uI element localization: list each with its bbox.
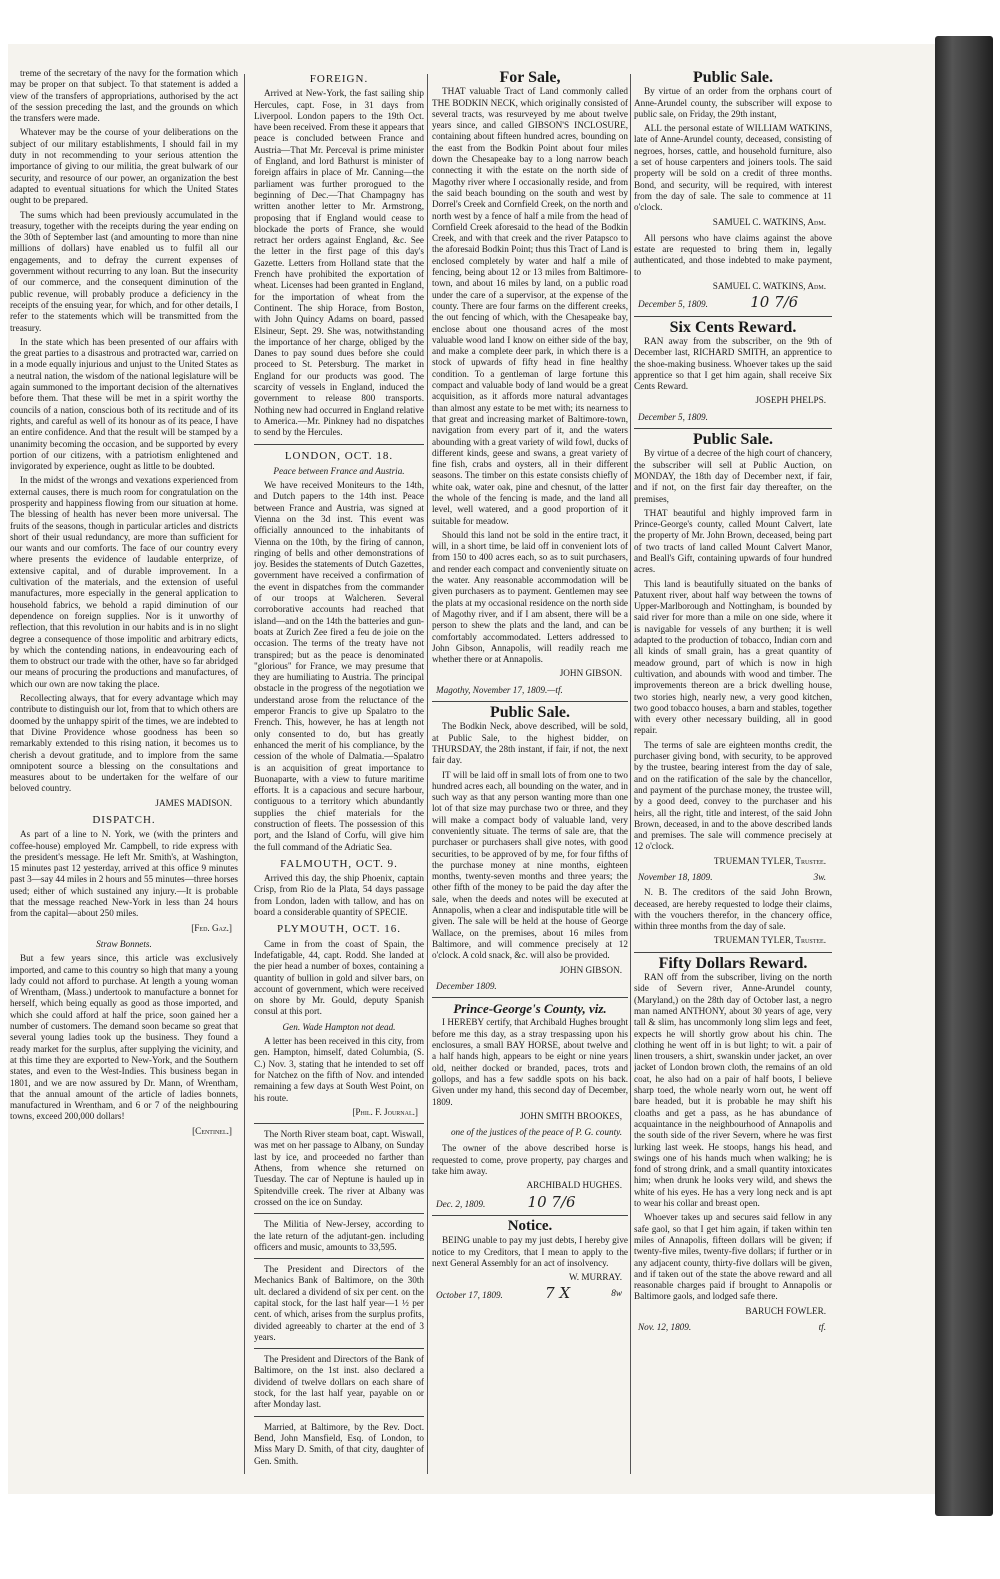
paragraph: Arrived at New-York, the fast sailing ship Hercules, capt. Fose, in 31 days from Liverpool. London papers to the 19th Oct. have been received. From these it appears that peace is concluded between France and Austria—That Mr. Perceval is prime minister of England, and lord Bathurst is minister of foreign affairs in place of Mr. Canning—the parliament was further prorogued to the beginning of Dec.—That Champagny has written another letter to Mr. Armstrong, proposing that if England would cease to blockade the ports of France, she would retract her orders against England, &c. See the letter in the first page of this day's Gazette. Letters from Holland state that the French have prohibited the exportation of wheat. Licenses had been granted in England, for the importation of wheat from the Continent. The ship Horace, from Boston, with John Quincy Adams on board, passed Elsineur, Sept. 29. She was, notwithstanding the importance of her charge, obliged by the Danes to pay sound dues before she could proceed to St. Petersburg. The market in England for our products was good. The scarcity of vessels in England, induced the government to release 800 transports. Nothing new had occurred in England relative to America.—Mr. Pinkney had no dispatches to send by the Hercules.	[254, 88, 424, 438]
paragraph: Came in from the coast of Spain, the Indefatigable, 44, capt. Rodd. She landed at the pier head a number of boxes, containing a quantity of bullion in gold and silver bars, on account of government, which were received on shore by Mr. Gould, deputy Spanish consul at this port.	[254, 938, 424, 1017]
divider	[254, 1258, 424, 1259]
fifty-dollars-tag: tf.	[818, 1321, 826, 1332]
paragraph: This land is beautifully situated on the banks of Patuxent river, about half way between the towns of Upper-Marlborough and Nottingham, is bounded by said river for more than a mile on one side, where it is navigable for vessels of any burthen; it is well adapted to the production of tobacco, Indian corn and all kinds of small grain, has a great quantity of meadow ground, part of which is now in high cultivation, and abounds with wood and timber. The improvements thereon are a brick dwelling house, two stories high, nearly new, a very good kitchen, two good tobacco houses, a barn and stables, together with every other necessary building, all in good repair.	[634, 578, 832, 736]
public-sale-body	[432, 721, 628, 961]
plymouth-body	[254, 939, 424, 1018]
notice-body	[432, 1235, 628, 1269]
river-body	[254, 1129, 424, 1208]
public-sale-1-date	[638, 293, 832, 312]
paragraph: The Militia of New-Jersey, according to the late return of the adjutant-gen. including officers and music, amounts to 33,595.	[254, 1219, 424, 1252]
paragraph: By virtue of an order from the orphans court of Anne-Arundel county, the subscriber will expose to public sale, on Friday, the 29th instant,	[634, 86, 832, 119]
fifty-dollars-date-text: Nov. 12, 1809.	[638, 1321, 692, 1332]
london-subheading: Peace between France and Austria.	[273, 465, 405, 476]
paragraph: Should this land not be sold in the entire tract, it will, in a short time, be laid off in convenient lots of from 150 to 400 acres each, so as to suit purchasers, and render each compact and conveniently situate on the water. Any reasonable accommodation will be given purchasers as to payment. Gentlemen may see the plats at my occasional residence on the north side of Magothy river, and if I am absent, there will be a person to shew the plats and the land, and can be comfortably accommodated. Letters addressed to John Gibson, Annapolis, will readily reach me whether there or at Annapolis.	[432, 529, 628, 665]
for-sale-date: Magothy, November 17, 1809.—tf.	[436, 684, 563, 695]
paragraph: THAT beautiful and highly improved farm in Prince-George's county, called Mount Calvert, late the property of Mr. John Brown, deceased, being part of two tracts of land called Mount Calvert Manor, and Beall's Gift, containing upwards of four hundred acres.	[634, 507, 832, 575]
prince-georges-heading: Prince-George's County, viz.	[453, 1001, 607, 1017]
public-sale-2-signature: TRUEMAN TYLER, Trustee.	[713, 855, 826, 866]
public-sale-2-date	[638, 872, 832, 883]
paragraph: A letter has been received in this city, from gen. Hampton, himself, dated Columbia, (S. C.) Nov. 3, stating that he intended to set off for Natchez on the fifth of Nov. and intended remaining a few days at South West Point, on his route.	[254, 1036, 424, 1103]
divider	[432, 1215, 628, 1216]
for-sale-heading: For Sale,	[499, 69, 561, 86]
bonnets-source: [Centinel.]	[192, 1125, 232, 1136]
paragraph: By virtue of a decree of the high court of chancery, the subscriber will sell at Public Auction, on MONDAY, the 18th day of December next, if fair, and if not, on the first fair day thereafter, on the premises,	[634, 448, 832, 504]
paragraph: The North River steam boat, capt. Wiswall, was met on her passage to Albany, on Sunday last by ice, and proceeded no farther than Athens, from whence she returned on Tuesday. The car of Neptune is hauled up in Spitendville creek. The river at Albany was crossed on the ice on Sunday.	[254, 1129, 424, 1207]
divider	[254, 1348, 424, 1349]
for-sale-signature: JOHN GIBSON.	[559, 668, 622, 679]
paragraph: We have received Moniteurs to the 14th, and Dutch papers to the 14th inst. Peace between France and Austria, was signed at Vienna on the 3d inst. This event was officially announced to the inhabitants of Vienna on the 10th, by the firing of cannon, ringing of bells and other demonstrations of joy. Besides the statements of Dutch Gazettes, government have received a confirmation of the event in dispatches from the commander of our troops at Walcheren. Several corroborative accounts had reached that island—and on the 14th the batteries and gun-boats at Zurich Zee fired a feu de joie on the occasion. The terms of the treaty have not transpired; but as the peace is denominated "glorious" for France, we may presume that they are humiliating to Austria. The principal obstacle in the progress of the negotiation we understand arose from the reluctance of the emperor Francis to give up Spalatro to the French. This, however, he has at length not only consented to do, but has greatly enhanced the merit of his compliance, by the cession of the whole of Dalmatia.—Spalatro is an acquisition of great importance to Buonaparte, with a view to future maritime efforts. It is a capacious and secure harbour, contiguous to a territory which abundantly supplies the chief materials for the construction of fleets. The possession of this port, and the Island of Corfu, will give him the full command of the Adriatic Sea.	[254, 480, 424, 852]
prince-georges-date	[436, 1192, 628, 1211]
public-sale-2-body	[634, 448, 832, 852]
plymouth-dateline: PLYMOUTH, OCT. 16.	[277, 923, 401, 936]
message-body	[10, 68, 238, 795]
public-sale-1-signature: SAMUEL C. WATKINS, Adm.	[712, 216, 826, 227]
notice-signature: W. MURRAY.	[568, 1272, 622, 1283]
prince-georges-signature-2: ARCHIBALD HUGHES.	[526, 1180, 622, 1191]
public-sale-date: December 1809.	[436, 980, 497, 991]
column-foreign	[254, 68, 424, 1494]
paragraph: N. B. The creditors of the said John Brown, deceased, are hereby requested to lodge their claims, with the vouchers therefor, in the chancery office, within three months from the day of sale.	[634, 887, 832, 932]
divider	[432, 701, 628, 702]
handwritten-annotation: 10 7/6	[527, 1192, 576, 1211]
london-body	[254, 480, 424, 853]
column-advertisements-a	[432, 68, 628, 1494]
public-sale-2-heading: Public Sale.	[692, 431, 773, 449]
paragraph: IT will be laid off in small lots of from one to two hundred acres each, all bounding on the water, and in such way as that any person wanting more than one lot of that size may purchase two or three, and they will make a compact body of valuable land, very conveniently situate. The terms of sale are, that the purchaser or purchasers shall give notes, with good securities, to be approved of by me, for four fifths of the purchase money at nine months, eighteen months, twenty-seven months and three years; the other fifth of the money to be paid the day after the sale, when the deeds and notes will be executed at Annapolis, when a clear and indisputable title will be given. The sale will be held at the house of George Wallace, on the premises, about 16 miles from Baltimore, and will commence precisely at 12 o'clock. A cold snack, &c. will also be provided.	[432, 769, 628, 961]
falmouth-body	[254, 873, 424, 918]
handwritten-annotation: 7 X	[545, 1284, 571, 1303]
paragraph: In the state which has been presented of our affairs with the great parties to a disastrous and protracted war, carried on in a mode equally injurious and unjust to the United States as a neutral nation, the wisdom of the national legislature will be again summoned to the important decision of the alternatives before them. That these will be met in a spirit worthy the councils of a nation, conscious both of its rectitude and of its rights, and careful as well of its honour as of its peace, I have an entire confidence. And that the result will be stamped by a unanimity becoming the occasion, and be supported by every portion of our citizens, with a patriotism enlightened and invigorated by experience, ought as little to be doubted.	[10, 336, 238, 472]
public-sale-2-tag: 3w.	[813, 872, 826, 882]
public-sale-2-signature-2: TRUEMAN TYLER, Trustee.	[713, 935, 826, 946]
notice-heading: Notice.	[507, 1217, 553, 1234]
paragraph: All persons who have claims against the above estate are requested to bring them in, legally authenticated, and those indebted to make payment, to	[634, 232, 832, 277]
paragraph: The President and Directors of the Bank of Baltimore, on the 1st inst. also declared a dividend of twelve dollars on each share of stock, for the last half year, payable on or after Monday last.	[254, 1354, 424, 1410]
paragraph: Married, at Baltimore, by the Rev. Doct. Bend, John Mansfield, Esq. of London, to Miss Mary D. Smith, of that city, daughter of Gen. Smith.	[254, 1421, 424, 1466]
divider	[432, 997, 628, 998]
london-dateline: LONDON, OCT. 18.	[284, 449, 394, 462]
prince-georges-body-2	[432, 1143, 628, 1177]
paragraph: BEING unable to pay my just debts, I hereby give notice to my Creditors, that I mean to apply to the next General Assembly for an act of insolvency.	[432, 1235, 628, 1268]
paragraph: The sums which had been previously accumulated in the treasury, together with the receipts during the year ending on the 30th of September last (and amounting to more than nine millions of dollars) have enabled us to fulfil all our engagements, and to defray the current expenses of government without recurring to any loan. But the insecurity of our commerce, and the consequent diminution of the public revenue, will probably produce a deficiency in the receipts of the ensuing year, for which, and for other details, I refer to the statements which will be transmitted from the treasury.	[10, 209, 238, 333]
paragraph: Whoever takes up and secures said fellow in any safe gaol, so that I get him again, if taken within ten miles of Annapolis, fifteen dollars will be given; if twenty-five miles, twenty-five dollars; if further or in any adjacent county, thirty-five dollars will be given, and if taken out of the state the above reward and all reasonable charges paid if brought to Annapolis or Baltimore gaols, and lodged safe there.	[634, 1212, 832, 1302]
paragraph: The terms of sale are eighteen months credit, the purchaser giving bond, with security, to be approved by the trustee, bearing interest from the day of sale, and on the ratification of the sale by the chancellor, and payment of the purchase money, the trustee will, by a good deed, convey to the purchaser and his heirs, all the right, title and interest, of the said John Brown, deceased, in and to the above described lands and premises. The sale will commence precisely at 12 o'clock.	[634, 739, 832, 852]
newspaper-page	[8, 44, 935, 1494]
divider	[254, 444, 424, 445]
public-sale-heading: Public Sale.	[489, 704, 570, 722]
fifty-dollars-signature: BARUCH FOWLER.	[745, 1305, 826, 1316]
hampton-subheading: Gen. Wade Hampton not dead.	[282, 1021, 396, 1032]
paragraph: But a few years since, this article was exclusively imported, and came to this country so high that many a young lady could not afford to purchase. At length a young woman of Wrentham, (Mass.) undertook to manufacture a bonnet for herself, which being equally as good as those imported, and which she could afford at half the price, soon gained her a number of customers. The demand soon became so great that several young ladies took up the business. They found a ready market for the surplus, after supplying the vicinity, and at this time they are exported to New-York, and the Southern states, and even to the West-Indies. This business began in 1801, and we are now assured by Dr. Mann, of Wrentham, that the annual amount of the article of ladies bonnets, manufactured in Wrentham, and 6 or 7 of the neighbouring towns, exceed 200,000 dollars!	[10, 953, 238, 1122]
signature: JAMES MADISON.	[155, 797, 232, 808]
public-sale-1-body-2	[634, 233, 832, 278]
for-sale-body	[432, 86, 628, 665]
bank1-body	[254, 1264, 424, 1343]
public-sale-signature: JOHN GIBSON.	[559, 964, 622, 975]
public-sale-2-body-2	[634, 887, 832, 932]
hampton-source: [Phil. F. Journal.]	[352, 1106, 418, 1117]
dispatch-body	[10, 829, 238, 919]
column-message	[10, 68, 238, 1494]
public-sale-1-heading: Public Sale.	[692, 69, 773, 86]
straw-bonnets-body	[10, 953, 238, 1122]
public-sale-1-signature-2: SAMUEL C. WATKINS, Adm.	[712, 281, 826, 292]
fifty-dollars-date	[638, 1322, 832, 1333]
divider	[634, 952, 832, 953]
prince-georges-date-text: Dec. 2, 1809.	[436, 1198, 486, 1209]
notice-tag: 8w	[611, 1288, 622, 1299]
straw-bonnets-heading: Straw Bonnets.	[96, 938, 152, 949]
notice-date	[436, 1284, 628, 1303]
handwritten-annotation: 10 7/6	[750, 293, 799, 312]
hampton-body	[254, 1036, 424, 1104]
paragraph: Arrived this day, the ship Phoenix, captain Crisp, from Rio de la Plata, 54 days passage from London, laden with tallow, and has on board a considerable quantity of SPECIE.	[254, 873, 424, 918]
dispatch-heading: DISPATCH.	[92, 814, 156, 826]
public-sale-2-date-text: November 18, 1809.	[638, 872, 713, 882]
public-sale-1-date-text: December 5, 1809.	[638, 299, 708, 310]
paragraph: The President and Directors of the Mechanics Bank of Baltimore, on the 30th ult. declared a dividend of six per cent. on the capital stock, for the last half year—1 ½ per cent. of which, arises from the surplus profits, divided agreeably to charter at the end of 3 years.	[254, 1264, 424, 1342]
paragraph: I HEREBY certify, that Archibald Hughes brought before me this day, as a stray trespassing upon his enclosures, a small BAY HORSE, about twelve and a half hands high, appears to be eight or nine years old, neither docked or branded, paces, trots and gollops, and has a few saddle spots on his back. Given under my hand, this second day of December, 1809.	[432, 1017, 628, 1107]
six-cents-heading: Six Cents Reward.	[669, 318, 797, 336]
notice-date-text: October 17, 1809.	[436, 1290, 503, 1301]
paragraph: ALL the personal estate of WILLIAM WATKINS, late of Anne-Arundel county, deceased, consisting of negroes, horses, cattle, and household furniture, also a set of house carpenters and joiners tools. The said property will be sold on a credit of three months. Bond, and security, will be required, with interest from the day of sale. The sale to commence at 11 o'clock.	[634, 123, 832, 213]
six-cents-signature: JOSEPH PHELPS.	[755, 395, 826, 406]
column-advertisements-b	[634, 68, 832, 1494]
divider	[634, 316, 832, 317]
married-body	[254, 1422, 424, 1467]
paragraph: treme of the secretary of the navy for the formation which may be proper on that subject. To that statement is added a view of the transfers of appropriations, authorised by the act of the session preceding the last, and the grounds on which the transfers were made.	[10, 68, 238, 124]
foreign-body	[254, 88, 424, 438]
paragraph: The Bodkin Neck, above described, will be sold, at Public Sale, to the highest bidder, on THURSDAY, the 28th instant, if fair, if not, the next fair day.	[432, 721, 628, 766]
divider	[254, 1123, 424, 1124]
paragraph: Recollecting always, that for every advantage which may contribute to distinguish our lot, from that to which others are doomed by the unhappy spirit of the times, we are indebted to that Divine Providence whose goodness has been so remarkably extended to this rising nation, it becomes us to cherish a devout gratitude, and to implore from the same omnipotent source a blessing on the consultations and measures about to be undertaken for the welfare of our beloved country.	[10, 693, 238, 794]
six-cents-body	[634, 336, 832, 392]
falmouth-dateline: FALMOUTH, OCT. 9.	[280, 857, 398, 870]
prince-georges-body	[432, 1017, 628, 1107]
paragraph: RAN off from the subscriber, living on the north side of Severn river, Anne-Arundel county, (Maryland,) on the 28th day of October last, a negro man named ANTHONY, about 30 years of age, very tall & slim, has uncommonly long slim legs and feet, expects he will shortly grow about his chin. The clothing he went off in is but light; to wit. a pair of linen trousers, a shirt, swanskin under jacket, an over jacket of London brown cloth, the remains of an old coat, he also had on a pair of half boots, I believe sharp toed, the whole nearly worn out, he went off bare headed, but it is probable he may shift his cloaths and get a pass, as he has abundance of acquaintance in the neighbourhood of Annapolis and the south side of the river Severn, where he was first lurking last week. He stoops, hangs his head, and swings one of his hands much when walking; he is fond of strong drink, and a small quantity intoxicates him; when drunk he looks very wild, and shews the white of his eyes. He has a very long neck and is apt to wear his collar and breast open.	[634, 972, 832, 1209]
militia-body	[254, 1219, 424, 1253]
foreign-heading: FOREIGN.	[309, 73, 369, 85]
public-sale-1-body	[634, 86, 832, 213]
fifty-dollars-heading: Fifty Dollars Reward.	[658, 954, 808, 972]
paragraph: Whatever may be the course of your deliberations on the subject of our military establishments, I should fail in my duty in not recommending to your serious attention the importance of giving to our militia, the great bulwark of our security, and resource of our power, an organization the best adapted to eventual situations for which the United States ought to be prepared.	[10, 127, 238, 206]
fifty-dollars-body	[634, 972, 832, 1303]
prince-georges-title: one of the justices of the peace of P. G. county.	[450, 1127, 622, 1138]
paragraph: As part of a line to N. York, we (with the printers and coffee-house) employed Mr. Campbell, to ride express with the president's message. He left Mr. Smith's, at Washington, 15 minutes past 12 yesterday, arrived at this office 9 minutes past 3—say 44 miles in 2 hours and 55 minutes—three horses used; either of which sustained any injury.—It is probable that the message reached New-York in less than 24 hours from the capital—about 250 miles.	[10, 829, 238, 919]
divider	[634, 428, 832, 429]
paragraph: RAN away from the subscriber, on the 9th of December last, RICHARD SMITH, an apprentice to the shoe-making business. Whoever takes up the said apprentice so that I get him again, shall receive Six Cents Reward.	[634, 335, 832, 392]
divider	[254, 1416, 424, 1417]
paragraph: In the midst of the wrongs and vexations experienced from external causes, there is much room for congratulation on the prosperity and happiness flowing from our situation at home. The blessing of health has never been more universal. The fruits of the seasons, though in particular articles and districts short of their usual redundancy, are more than sufficient for our wants and our comforts. The face of our country every where presents the evidence of laudable enterprize, of extensive capital, and of durable improvement. In a cultivation of the materials, and the extension of useful manufactures, more especially in the general application to household fabrics, we behold a rapid diminution of our dependence on foreign supplies. Nor is it unworthy of reflection, that this revolution in our habits and is in no slight degree a consequence of those impolitic and arbitrary edicts, by which the contending nations, in endeavouring each of them to obstruct our trade with the other, have so far abridged our means of procuring the productions and manufactures, of which our own are now taking the place.	[10, 475, 238, 689]
paragraph: The owner of the above described horse is requested to come, prove property, pay charges and take him away.	[432, 1143, 628, 1177]
divider	[254, 1213, 424, 1214]
book-spine	[935, 36, 993, 1516]
bank2-body	[254, 1354, 424, 1410]
six-cents-date: December 5, 1809.	[638, 411, 708, 422]
prince-georges-signature: JOHN SMITH BROOKES,	[520, 1110, 622, 1121]
dispatch-source: [Fed. Gaz.]	[191, 922, 232, 933]
paragraph: THAT valuable Tract of Land commonly called THE BODKIN NECK, which originally consisted of several tracts, was resurveyed by me about twelve years since, and called GIBSON'S INCLOSURE, containing about fifteen hundred acres, bounding on the east from the Bodkin Point about four miles down the Chesapeake bay to a long narrow beach connecting it with the estate on the north side of Magothy river where I occasionally reside, and from the said beach bounding on the south and west by Dorrel's Creek and Cornfield Creek, on the north and north west by a fence of half a mile from the head of Cornfield Creek aforesaid to the head of the Bodkin Creek, and with that creek and the river Patapsco to the aforesaid Bodkin Point; thus this Tract of Land is enclosed completely by water and half a mile of fencing, being about 12 or 13 miles from Baltimore-town, and about 16 miles by land, on a public road under the care of a supervisor, at the expense of the county. There are four farms on the different creeks, the out fencing of which, with the Chesapeake bay, enclose about one thousand acres of the most valuable wood land I know on either side of the bay, and make a complete deer park, in which there is a stock of upwards of fifty head in fine healthy condition. To a gentleman of large fortune this compact and valuable body of land would be a great acquisition, as it affords more natural advantages than almost any estate to be met with; its nearness to that great and increasing market of Baltimore-town, navigation from every part of it, and the waters abounding with a great variety of wild fowl, ducks of different kinds, geese and swans, a great variety of fine fish, crabs and oysters, all in their different seasons. The timber on this estate consists chiefly of white oak, water oak, pine and chesnut, of the latter the whole of the fencing is made, and the land all level, well watered, and a good proportion of it suitable for meadow.	[432, 86, 628, 526]
